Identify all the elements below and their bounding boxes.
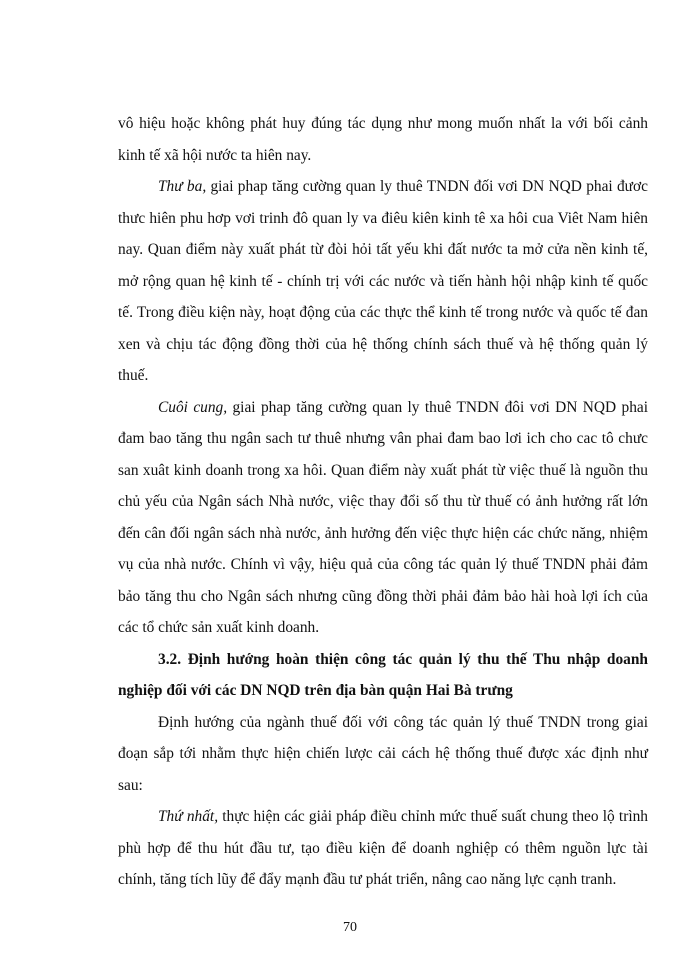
paragraph-text: vô hiệu hoặc không phát huy đúng tác dụng như mong muốn nhất la với bối cảnh kinh tế xã hội nước ta hiên nay. (118, 115, 648, 164)
paragraph-text: Định hướng của ngành thuế đối với công tác quản lý thuế TNDN trong giai đoạn sắp tới nhằm thực hiện chiến lược cải cách hệ thống thuế được xác định như sau: (118, 713, 648, 794)
page-number: 70 (343, 920, 357, 935)
paragraph-thu-nhat (118, 801, 648, 896)
paragraph-continuation (118, 108, 648, 171)
paragraph-thu-ba (118, 171, 648, 392)
paragraph-lead: Thứ nhất, (158, 808, 219, 825)
document-page (118, 108, 648, 896)
paragraph-lead: Thư ba, (158, 178, 207, 195)
paragraph-text: thực hiện các giải pháp điều chỉnh mức thuế suất chung theo lộ trình phù hợp để thu hút đầu tư, tạo điều kiện để doanh nghiệp có thêm nguồn lực tài chính, tăng tích lũy để đẩy mạnh đầu tư phát triển, nâng cao năng lực cạnh tranh. (118, 808, 648, 888)
paragraph-text: giai phap tăng cường quan ly thuê TNDN đối vơi DN NQD phai đươc thưc hiên phu hơp vơi trinh đô quan ly va điêu kiên kinh tê xa hôi cua Viêt Nam hiên nay. Quan điểm này xuất phát từ đòi hỏi tất yếu khi đất nước ta mở cửa nền kinh tế, mở rộng quan hệ kinh tế - chính trị với các nước và tiến hành hội nhập kinh tế quốc tế. Trong điều kiện này, hoạt động của các thực thể kinh tế trong nước và quốc tế đan xen và chịu tác động đồng thời của hệ thống chính sách thuế và hệ thống quản lý thuế. (118, 178, 648, 384)
section-heading: 3.2. Định hướng hoàn thiện công tác quản lý thu thế Thu nhập doanh nghiệp đối với các DN NQD trên địa bàn quận Hai Bà trưng (118, 650, 648, 699)
paragraph-text: giai phap tăng cường quan ly thuê TNDN đôi vơi DN NQD phai đam bao tăng thu ngân sach tư thuê nhưng vân phai đam bao lơi ich cho cac tô chưc san xuât kinh doanh trong xa hôi. Quan điểm này xuất phát từ việc thuế là nguồn thu chủ yếu của Ngân sách Nhà nước, việc thay đổi số thu từ thuế có ảnh hưởng rất lớn đến cân đối ngân sách nhà nước, ảnh hưởng đến việc thực hiện các chức năng, nhiệm vụ của nhà nước. Chính vì vậy, hiệu quả của công tác quản lý thuế TNDN phải đảm bảo tăng thu cho Ngân sách nhưng cũng đồng thời phải đảm bảo hài hoà lợi ích của các tổ chức sản xuất kinh doanh. (118, 398, 649, 636)
paragraph-cuoi-cung (118, 392, 648, 644)
paragraph-dinh-huong (118, 707, 648, 802)
paragraph-lead: Cuôi cung, (158, 398, 228, 416)
